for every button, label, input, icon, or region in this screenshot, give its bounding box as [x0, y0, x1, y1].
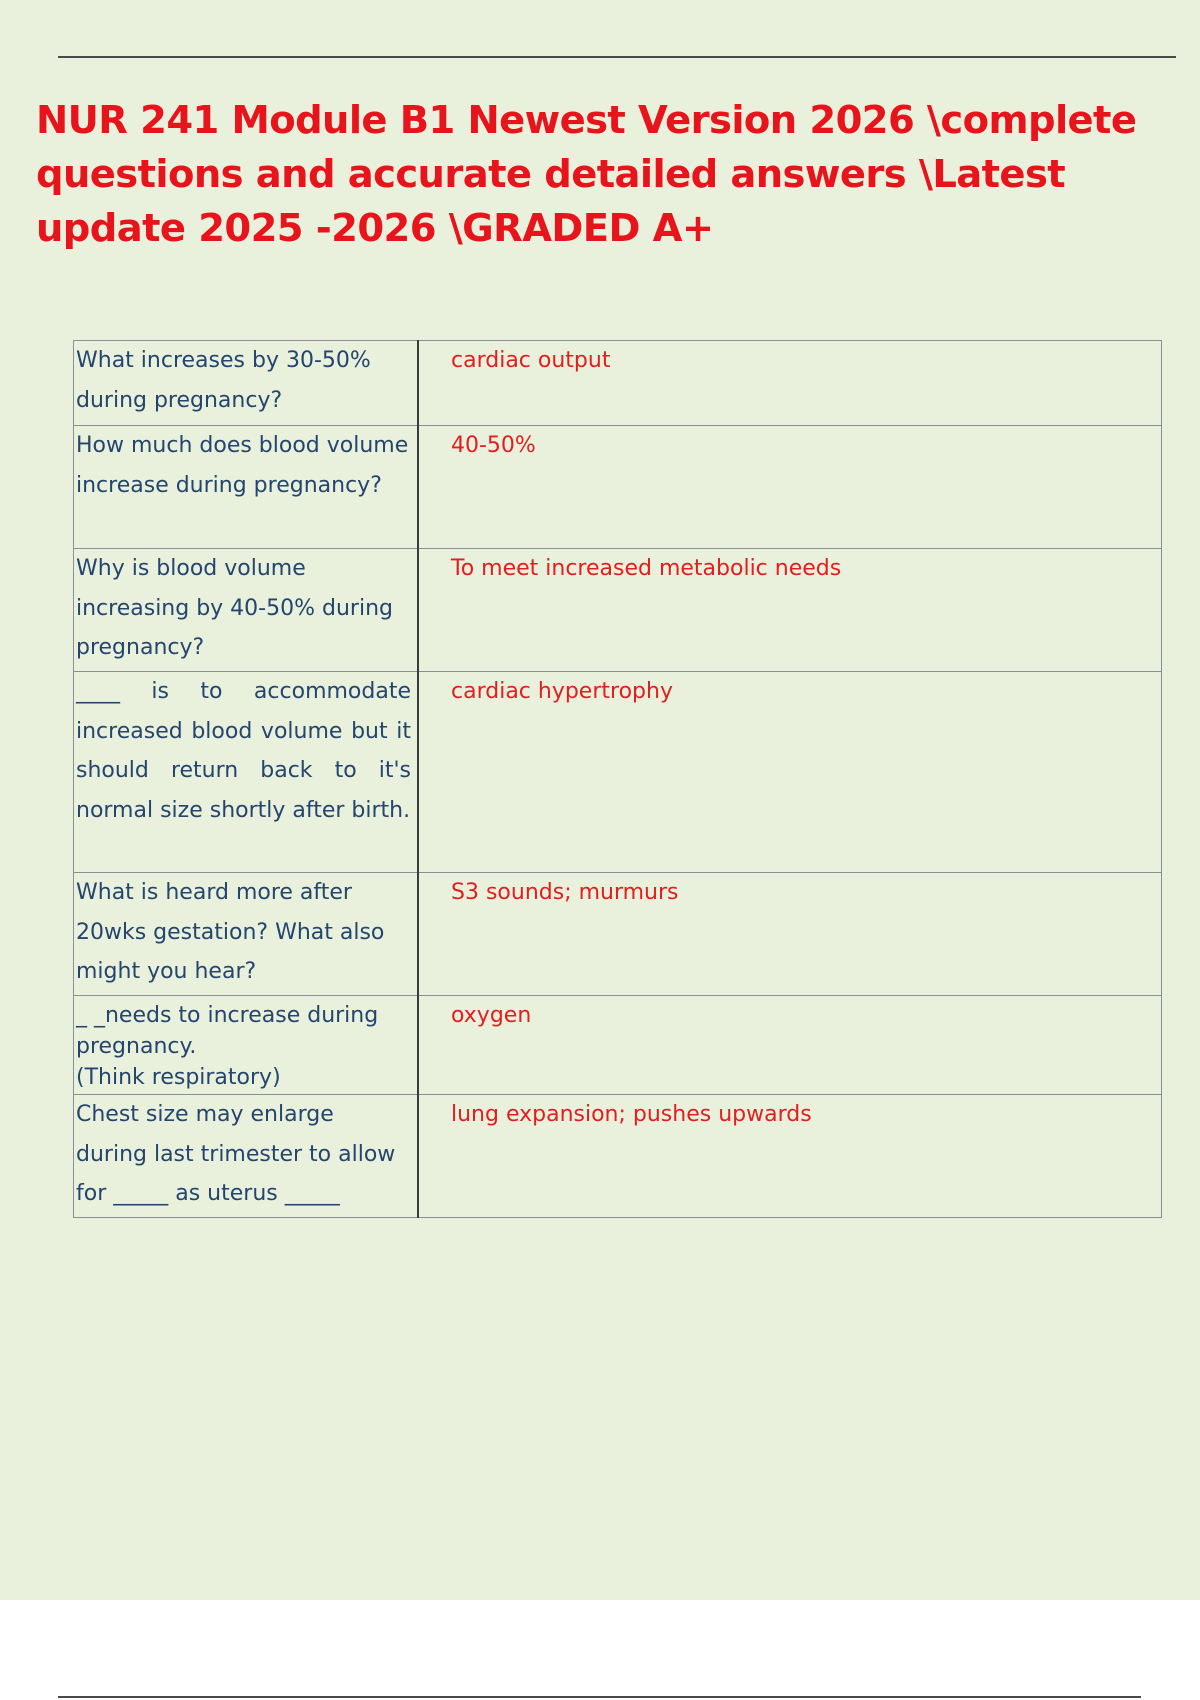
- bottom-divider: [58, 1696, 1141, 1698]
- question-cell: What is heard more after 20wks gestation? What also might you hear?: [74, 873, 419, 996]
- question-cell: _ _needs to increase during pregnancy. (Think respiratory): [74, 996, 419, 1095]
- table-row: [74, 672, 1162, 873]
- question-cell: What increases by 30-50% during pregnancy?: [74, 341, 419, 426]
- qa-table: [73, 340, 1162, 1218]
- answer-cell: To meet increased metabolic needs: [418, 549, 1162, 672]
- table-row: [74, 549, 1162, 672]
- answer-cell: oxygen: [418, 996, 1162, 1095]
- answer-cell: cardiac output: [418, 341, 1162, 426]
- table-row: [74, 426, 1162, 549]
- answer-cell: lung expansion; pushes upwards: [418, 1095, 1162, 1218]
- question-cell: Chest size may enlarge during last trimester to allow for _____ as uterus _____: [74, 1095, 419, 1218]
- table-row: [74, 996, 1162, 1095]
- document-title: NUR 241 Module B1 Newest Version 2026 \complete questions and accurate detailed answers \Latest update 2025 -2026 \GRADED A+: [36, 98, 1137, 251]
- question-cell: How much does blood volume increase during pregnancy?: [74, 426, 419, 549]
- table-row: [74, 1095, 1162, 1218]
- question-cell: Why is blood volume increasing by 40-50% during pregnancy?: [74, 549, 419, 672]
- table-row: [74, 341, 1162, 426]
- answer-cell: S3 sounds; murmurs: [418, 873, 1162, 996]
- question-cell: ____ is to accommodate increased blood volume but it should return back to it's normal size shortly after birth.: [74, 672, 419, 873]
- table-row: [74, 873, 1162, 996]
- top-divider: [58, 56, 1176, 58]
- answer-cell: cardiac hypertrophy: [418, 672, 1162, 873]
- answer-cell: 40-50%: [418, 426, 1162, 549]
